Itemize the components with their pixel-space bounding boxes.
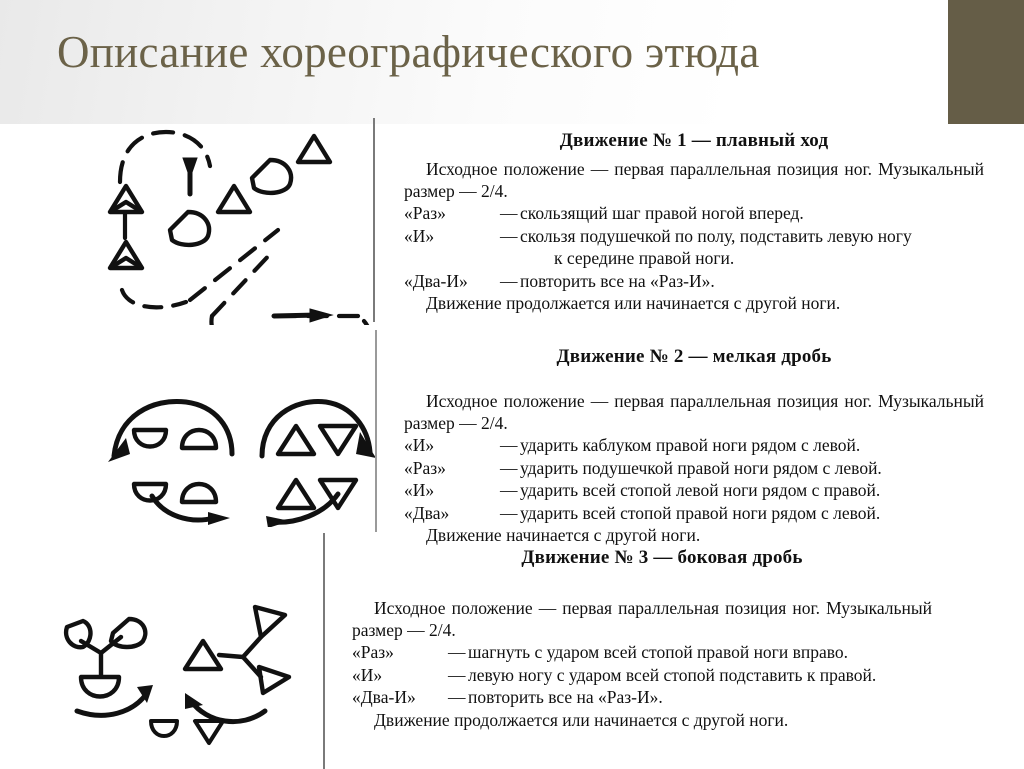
movement-intro-3: Исходное положение — первая параллельная позиция ног. Музыкальный размер — 2/4. <box>352 598 932 640</box>
step-row <box>404 270 984 293</box>
movement-title-3: Движение № 3 — боковая дробь <box>521 547 803 568</box>
d-symbol <box>66 621 90 647</box>
dance-notation-figure-3 <box>55 593 315 753</box>
arrow-down <box>183 158 197 194</box>
step-dash: — <box>500 203 518 223</box>
step-count: «Два-И» <box>352 687 416 707</box>
step-dash: — <box>500 270 518 291</box>
step-text: повторить все на «Раз-И». <box>520 270 715 291</box>
dome-symbol <box>182 484 216 502</box>
triangle-symbol <box>185 641 221 669</box>
slide-header <box>0 0 1024 124</box>
half-circle-symbol <box>151 721 177 736</box>
step-text: ударить подушечкой правой ноги рядом с левой. <box>520 457 882 478</box>
step-count: «Раз» <box>352 642 394 662</box>
arrowhead <box>266 516 290 527</box>
movement-steps-2 <box>404 434 984 524</box>
step-dash: — <box>500 435 518 455</box>
movement-title-2: Движение № 2 — мелкая дробь <box>556 346 832 367</box>
movement-text-1 <box>404 130 984 315</box>
step-count: «Раз» <box>404 203 446 223</box>
step-dash: — <box>448 642 466 662</box>
step-dash: — <box>500 225 518 246</box>
step-row <box>352 686 972 709</box>
header-accent-block <box>948 0 1024 124</box>
step-row <box>404 434 984 457</box>
dance-notation-figure-1 <box>62 120 372 325</box>
movement-intro-2: Исходное положение — первая параллельная позиция ног. Музыкальный размер — 2/4. <box>404 391 984 433</box>
slide-content <box>0 124 1024 767</box>
step-row <box>404 202 984 225</box>
triangle-down-symbol <box>195 721 223 743</box>
step-dash: — <box>500 502 518 523</box>
movement-section-3 <box>0 533 1024 767</box>
triangle-symbol <box>259 667 289 693</box>
movement-closing-3: Движение продолжается или начинается с другой ноги. <box>374 709 789 730</box>
step-count: «И» <box>404 225 435 246</box>
dome-symbol <box>182 430 216 448</box>
step-text: скользящий шаг правой ногой вперед. <box>520 203 804 223</box>
triangle-symbol <box>298 136 330 162</box>
triangle-up-symbol <box>278 426 314 454</box>
step-row <box>352 664 972 687</box>
step-text: шагнуть с ударом всей стопой правой ноги вправо. <box>468 642 849 662</box>
d-symbol <box>170 212 209 245</box>
movement-section-2 <box>0 336 1024 545</box>
step-count: «И» <box>352 664 383 685</box>
step-count: «И» <box>404 435 435 455</box>
d-symbol <box>111 619 145 647</box>
page-title: Описание хореографического этюда <box>57 27 760 77</box>
step-count: «Два-И» <box>404 270 468 291</box>
step-dash: — <box>448 664 466 685</box>
step-text: ударить каблуком правой ноги рядом с левой. <box>520 435 861 455</box>
triangle-symbol <box>218 186 250 212</box>
movement-text-2 <box>404 346 984 547</box>
section-divider-3 <box>323 533 325 769</box>
d-symbol <box>252 160 291 193</box>
step-text: ударить всей стопой правой ноги рядом с левой. <box>520 502 881 523</box>
step-row <box>404 225 984 248</box>
step-dash: — <box>500 457 518 478</box>
step-text: ударить всей стопой левой ноги рядом с правой. <box>520 480 881 500</box>
step-text: повторить все на «Раз-И». <box>468 687 663 707</box>
step-dash: — <box>500 480 518 500</box>
triangle-up-symbol <box>278 480 314 508</box>
step-row <box>404 457 984 480</box>
movement-steps-3 <box>352 641 972 709</box>
half-circle-symbol <box>134 484 166 501</box>
section-divider-1 <box>373 118 375 322</box>
movement-text-3 <box>352 547 972 731</box>
dance-notation-figure-2 <box>104 392 384 527</box>
half-circle-symbol <box>134 430 166 447</box>
step-text: левую ногу с ударом всей стопой подставить к правой. <box>468 664 877 685</box>
half-circle-symbol <box>81 677 119 697</box>
section-divider-2 <box>375 330 377 532</box>
step-count: «И» <box>404 480 435 500</box>
step-dash: — <box>448 687 466 707</box>
movement-steps-1 <box>404 202 984 292</box>
triangle-down-symbol <box>320 426 356 454</box>
triangle-symbol <box>255 607 285 637</box>
step-text: скользя подушечкой по полу, подставить левую ногу <box>520 225 912 246</box>
step-row <box>404 479 984 502</box>
movement-closing-1: Движение продолжается или начинается с другой ноги. <box>426 293 841 313</box>
arrow-right <box>274 309 332 322</box>
arrowhead <box>185 693 203 709</box>
step-row <box>352 641 972 664</box>
movement-section-1 <box>0 124 1024 336</box>
movement-closing-2: Движение начинается с другой ноги. <box>426 525 701 545</box>
movement-title-1: Движение № 1 — плавный ход <box>559 130 829 151</box>
arrowhead <box>208 512 230 525</box>
step-count: «Раз» <box>404 457 446 478</box>
movement-intro-1: Исходное положение — первая параллельная позиция ног. Музыкальный размер — 2/4. <box>404 159 984 201</box>
step-continuation: к середине правой ноги. <box>554 248 735 268</box>
step-row <box>404 502 984 525</box>
step-count: «Два» <box>404 502 450 523</box>
